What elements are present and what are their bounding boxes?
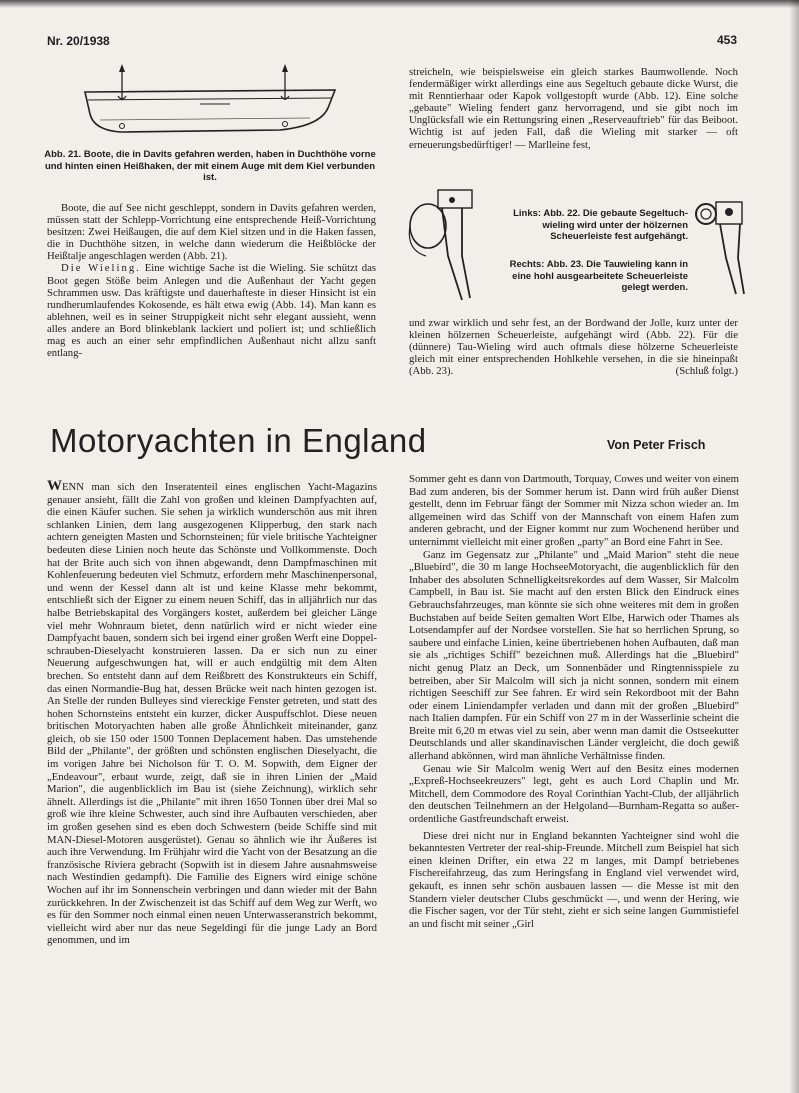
drop-cap: W <box>47 478 62 494</box>
left-upper-column <box>47 202 376 359</box>
continued-note: (Schluß folgt.) <box>675 365 738 378</box>
figure-21-caption: Abb. 21. Boote, die in Davits gefahren werden, haben in Duchthöhe vorne und hinten einen Heißhaken, der mit einem Auge mit dem Kiel verbunden ist. <box>44 149 376 183</box>
paragraph: streicheln, wie beispielsweise ein gleich starkes Baumwollende. Noch fendermäßiger wirkt allerdings eine aus Segeltuch gebaute dicke Wurst, die mit Renntierhaar oder Kapok vollgestopft wurde (Abb. 12). Eine solche „gebaute" Wieling fendert ganz hervorragend, und sie gibt noch im Unglücksfall wie ein Rettungsring einen „Reserveauftrieb" für das Beiboot. Wichtig ist auf jeden Fall, daß die Wieling mit starker — oft erneuerungsbedürftiger! — Marlleine fest, <box>409 66 738 151</box>
paragraph: Genau wie Sir Malcolm wenig Wert auf den Besitz eines modernen „Expreß-Hochseekreuzers" legt, geht es auch Lord Chaplin und Mr. Mitchell, dem Commodore des Royal Corinthian Yacht-Club, der alljährlich den deutschen Teilnehmern an der Helgoland—Burnham-Regatta so außerordentliche Gastfreundschaft erweist. <box>409 762 739 826</box>
rope-fender-drawing <box>694 198 750 296</box>
page-edge-shadow <box>789 0 799 1093</box>
fabric-fender-drawing <box>404 186 484 304</box>
article-author: Von Peter Frisch <box>607 438 706 452</box>
paragraph: Die Wieling. Eine wichtige Sache ist die Wieling. Sie schützt das Boot gegen Stöße beim Anlegen und die Außenhaut der Yacht gegen Schrammen usw. Das kräftigste und dauerhafteste in dieser Hinsicht ist ein rundherumlaufendes Kokosende, es hält etwa ewig (Abb. 14). Man kann es ablehnen, weil es in seiner Struppigkeit nicht sehr elegant aussieht, wenn alles andere an Bord blinkeblank lackiert und poliert ist; und schließlich mag es auch an einer sehr empfindlichen Außenhaut nicht allzu sanft entlang- <box>47 262 376 360</box>
paragraph: Ganz im Gegensatz zur „Philante" und „Maid Marion" steht die neue „Bluebird", die 30 m lange HochseeMotoryacht, die augenblicklich für den Inhaber des absoluten Schnelligkeitsrekordes auf dem Wasser, Sir Malcolm Campbell, in Bau ist. Sie macht auf den ersten Blick den Eindruck eines Gebrauchsfahrzeuges, man könnte sie sich ohne weiteres mit dem in großen Buchstaben auf beide Seiten gemalten Wort Elbe, Harwich oder Thames als Lotsendampfer auf der Nordsee vorstellen. Sie hat so herrlichen Sprung, so saubere und einfache Linien, keine übertriebenen hohen Aufbauten, daß man sie als „richtiges Schiff" bezeichnen muß. Allerdings hat die „Bluebird" nicht genug Platz an Deck, um Sonnenbäder und Ringtennisspiele zu betreiben, aber Sir Malcolm will sich ja nicht sonnen, sondern mit einem richtigen Seeschiff zur See fahren. Er wird sein Rekordboot mit der Bahn oder einem Liniendampfer verladen und dann mit der großen „Bluebird" nach Italien dampfen. Für ein Schiff von 27 m in der Wasserlinie scheint die Breite mit 6,20 m etwas viel zu sein, aber wenn man damit die Ostseekutter Deutschlands und aller skandinavischen Länder vergleicht, die doch gewiß allerhand abkönnen, wird man ähnliche Verhältnisse finden. <box>409 548 739 763</box>
paragraph: und zwar wirklich und sehr fest, an der Bordwand der Jolle, kurz unter der kleinen hölzernen Scheuerleiste, aufgehängt wird (Abb. 22). Für die (dünnere) Tau-Wieling wird auch oftmals diese hölzerne Scheuerleiste gleich mit einer entsprechenden Hohlkehle versehen, in die sie hineinpaßt (Abb. 23). (Schluß folgt.) <box>409 317 738 378</box>
article-title: Motoryachten in England <box>50 422 427 459</box>
issue-number: Nr. 20/1938 <box>47 34 110 48</box>
paragraph: Boote, die auf See nicht geschleppt, sondern in Davits gefahren werden, müssen statt der Schlepp-Vorrichtung eine entsprechende Heiß-Vorrichtung besitzen: Zwei Heißaugen, die auf dem Kiel sitzen und in die Haken fassen, die in Duchthöhe sitzen, in welche dann wiederum die Heißblöcke der Heißtalje angeschlagen werden (Abb. 21). <box>47 202 376 263</box>
scan-edge <box>0 0 799 8</box>
figure-23-caption: Rechts: Abb. 23. Die Tauwieling kann in eine hohl ausgearbeitete Scheuerleiste gelegt werden. <box>509 259 688 293</box>
right-upper-column-bottom <box>409 317 738 377</box>
page-number: 453 <box>717 33 738 47</box>
paragraph: WENN man sich den Inseratenteil eines englischen Yacht-Magazins genauer ansieht, fällt die Zahl von großen und kleinen Dampfyachten auf, die einen Käufer suchen. Sie sehen ja wirklich wunderschön aus mit ihren schlanken Linien, dem lang ausgezogenen Klipperbug, den stark nach achtern geneigten Masten und Schornsteinen; für viele britische Yachteigner bedeuten diese Linien noch heute das Schönste und Vollkommenste. Doch hat der Brite auch sich von ihnen abgewandt, denn Dampfmaschinen mit Kohlenfeuerung bedeuten viel Schmutz, erfordern mehr Maschinenpersonal, und wenn der Kessel dann alt ist und keine Klasse mehr bekommt, entschließt sich der Eigner zu einem neuen Schiff, das in alljährlich nur das halbe Betriebskapital des Vorgängers kostet, außerdem bei gleicher Länge viel mehr Wohnraum bietet, denn natürlich wird er nicht wieder eine Dampfyacht bauen, sondern sich bei irgend einer großen Werft eine Doppelschrauben-Dieselyacht konstruieren lassen. Da er sich nun zu einer Neuerung aufgeschwungen hat, will er auch endgültig mit dem Alten brechen. So entsteht dann auf dem Reißbrett des Konstrukteurs ein Schiff, das einen Normandie-Bug hat, dessen Brücke weit nach hinten gezogen ist. An Stelle der runden Bulleyes sind viereckige Fenster getreten, und statt des hohen Schornsteins entsteht ein kurzer, dicker Auspuffschlot. Diese neuen britischen Motoryachten haben alle große Ähnlichkeit miteinander, ganz gleich, ob sie 150 oder 1500 Tonnen Deplacement haben. Das umstehende Bild der „Philante", der größten und schönsten englischen Dieselyacht, die im vorigen Jahre bei Nicholson für T. O. M. Sopwith, dem Eigner der „Endeavour", erbaut wurde, zeigt, daß sie in ihren Linien der „Maid Marion", die augenblicklich im Bau ist (siehe Zeichnung), wirklich sehr ähnelt. Allerdings ist die „Philante" mit ihren 1650 Tonnen über drei Mal so groß wie ihre kleine Schwester, auch sind ihre Aufbauten verschieden, aber im großen gesehen sind es eben doch Schwestern (beide Schiffe sind mit MAN-Diesel-Motoren ausgerüstet). Genau so ähnlich wie ihr Äußeres ist auch ihre Verwendung. Im Frühjahr wird die Yacht von der Besatzung an die französische Riviera gebracht (Sopwith ist in diesem Jahre ausnahmsweise nach Westindien gedampft). Die Familie des Eigners wird einige schöne Wochen auf ihr im Sonnenschein verbringen und dann wieder mit der Bahn zurückkehren. In der Zwischenzeit ist das Schiff auf dem Weg zur Werft, wo es für den Sommer noch einmal einen neuen Unterwasseranstrich bekommt, vielleicht wird aber nur das neue Segeldingi für die junge Lady an Bord genommen, und im <box>47 478 377 947</box>
paragraph: Sommer geht es dann von Dartmouth, Torquay, Cowes und weiter von einem Bad zum anderen, bis der Sommer herum ist. Dann wird früh außer Dienst gestellt, denn im Februar fängt der Sommer mit Nizza schon wieder an. Im allgemeinen wird das Schiff von der Mannschaft von einem Hafen zum anderen gebracht, und der Eigner kommt nur zum Wochenend herüber und unternimmt vielleicht mit einer großen „party" an Bord eine Fahrt in See. <box>409 473 739 548</box>
paragraph: Diese drei nicht nur in England bekannten Yachteigner sind wohl die bekanntesten Vertreter der real-ship-Freunde. Mitchell zum Beispiel hat sich einen kleinen Drifter, ein etwa 22 m langes, mit Dampf betriebenes Fischereifahrzeug, das zum Heringsfang in England viel verwendet wird, gekauft, es innen sehr schön ausbauen lassen — die Messe ist mit den Standern vieler deutscher Clubs geschmückt —, und wenn der Hering, wie die Fischer sagen, vor der Tür steht, zieht er sich seine langen Gummistiefel an und fischt mit seiner „Girl <box>409 829 739 930</box>
section-heading: Die Wieling. <box>61 262 141 275</box>
figure-22-caption: Links: Abb. 22. Die gebaute Segeltuchwieling wird unter der hölzernen Scheuerleiste fest aufgehängt. <box>513 208 688 242</box>
boat-davits-drawing <box>80 60 340 140</box>
article-left-column <box>47 480 377 947</box>
right-upper-column-top <box>409 66 738 151</box>
article-right-column <box>409 473 739 930</box>
